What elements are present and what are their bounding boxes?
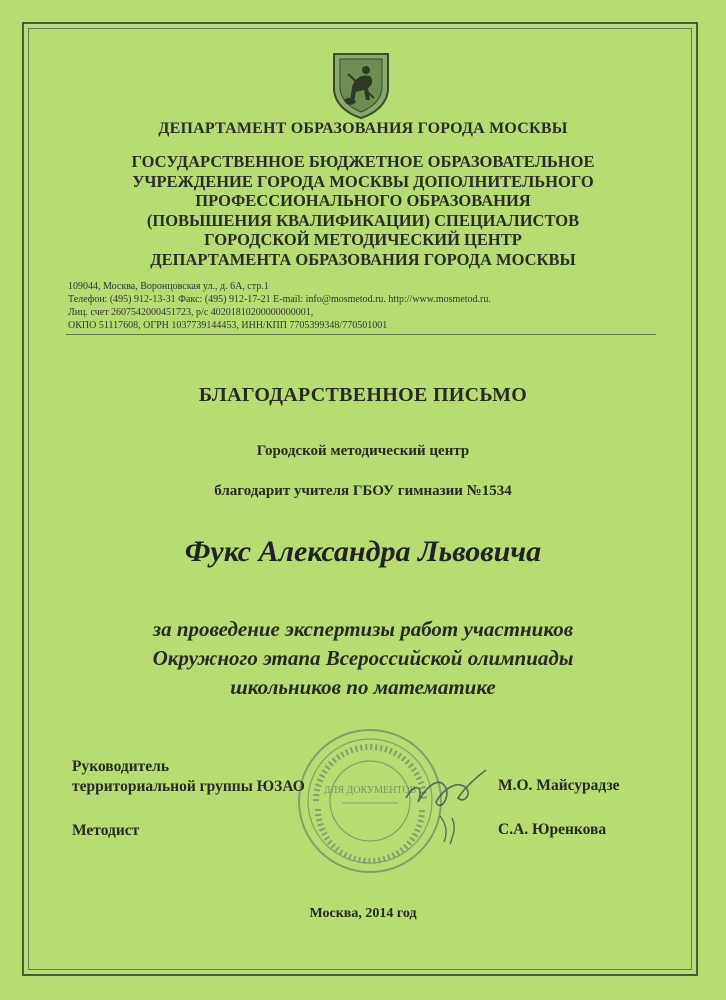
role-line: Руководитель <box>72 758 170 775</box>
recipient-name: Фукс Александра Львовича <box>184 535 542 568</box>
codes: ОКПО 51117608, ОГРН 1037739144453, ИНН/КПП 7705399348/770501001 <box>68 320 388 331</box>
org-line: ДЕПАРТАМЕНТА ОБРАЗОВАНИЯ ГОРОДА МОСКВЫ <box>150 249 576 269</box>
handwritten-signature <box>400 758 490 848</box>
letter-title: БЛАГОДАРСТВЕННОЕ ПИСЬМО <box>198 384 528 406</box>
stamp-text: ДЛЯ ДОКУМЕНТОВ <box>323 785 417 796</box>
signatory-role-2: Методист <box>72 822 140 839</box>
signatory-role-1 <box>72 757 305 797</box>
org-line: ГОСУДАРСТВЕННОЕ БЮДЖЕТНОЕ ОБРАЗОВАТЕЛЬНОЕ <box>131 152 595 171</box>
address: 109044, Москва, Воронцовская ул., д. 6А, стр.1 <box>68 281 269 292</box>
org-line: ПРОФЕССИОНАЛЬНОГО ОБРАЗОВАНИЯ <box>195 191 531 210</box>
reason-text <box>60 615 666 702</box>
reason-line: за проведение экспертизы работ участников <box>152 617 574 641</box>
organization-name <box>60 152 666 269</box>
reason-line: Окружного этапа Всероссийской олимпиады <box>152 646 574 670</box>
reason-line: школьников по математике <box>230 675 496 699</box>
contact-block <box>68 280 668 332</box>
org-line: (ПОВЫШЕНИЯ КВАЛИФИКАЦИИ) СПЕЦИАЛИСТОВ <box>146 210 580 230</box>
issuer-line: Городской методический центр <box>256 443 470 459</box>
department-title: ДЕПАРТАМЕНТ ОБРАЗОВАНИЯ ГОРОДА МОСКВЫ <box>158 120 568 137</box>
org-line: УЧРЕЖДЕНИЕ ГОРОДА МОСКВЫ ДОПОЛНИТЕЛЬНОГО <box>132 171 594 191</box>
signatory-name-1: М.О. Майсурадзе <box>498 777 620 794</box>
signatory-name-2: С.А. Юренкова <box>498 821 607 838</box>
moscow-coat-of-arms-icon <box>326 50 396 120</box>
role-line: территориальной группы ЮЗАО <box>72 778 305 795</box>
phones: Телефон: (495) 912-13-31 Факс: (495) 912-17-21 E-mail: info@mosmetod.ru. http://www.mosmetod.ru. <box>68 294 491 305</box>
account: Лиц. счет 2607542000451723, р/с 40201810200000000001, <box>68 307 314 318</box>
org-line: ГОРОДСКОЙ МЕТОДИЧЕСКИЙ ЦЕНТР <box>204 230 522 249</box>
divider <box>66 334 656 335</box>
place-and-year: Москва, 2014 год <box>309 906 417 921</box>
thanks-line: благодарит учителя ГБОУ гимназии №1534 <box>214 483 512 499</box>
